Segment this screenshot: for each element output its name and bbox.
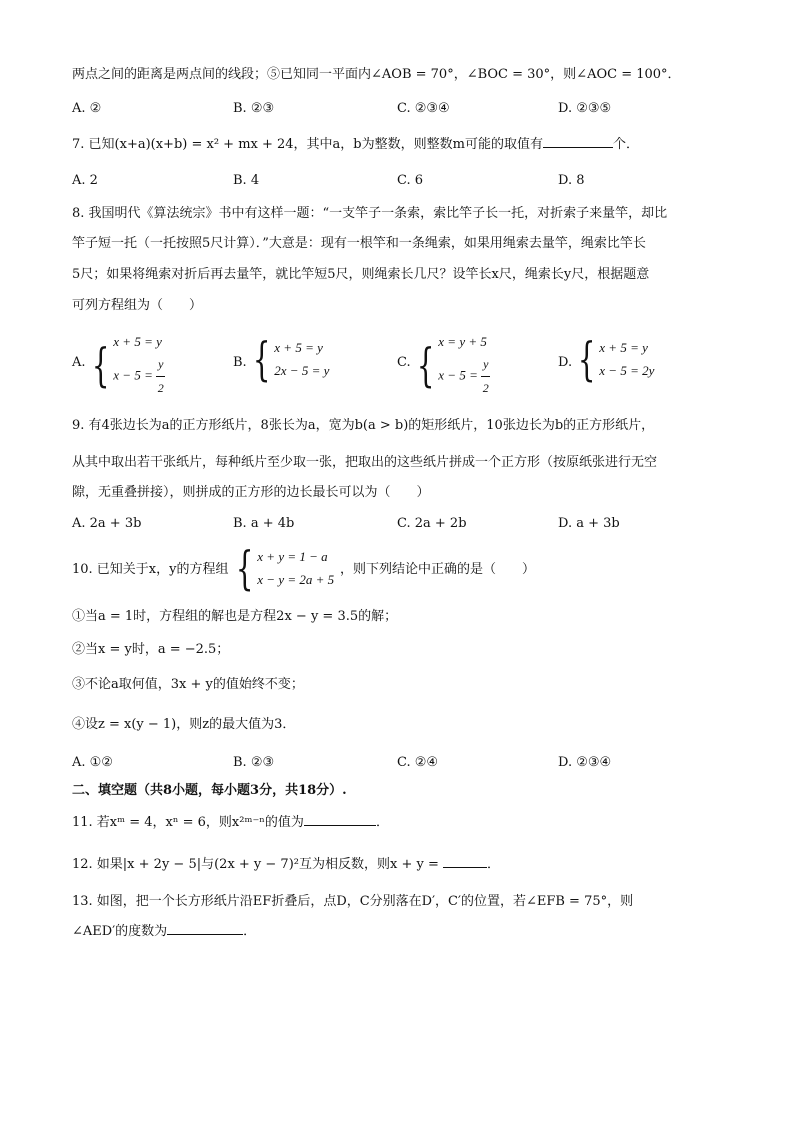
q13-line-1: 13. 如图，把一个长方形纸片沿EF折叠后，点D，C分别落在D′，C′的位置，若∠EFB = 75°，则 [72, 894, 634, 909]
q13-answer-blank [167, 934, 243, 935]
q8-line-3: 5尺；如果将绳索对折后再去量竿，就比竿短5尺，则绳索长几尺？设竿长x尺，绳索长y尺，根据题意 [72, 267, 650, 282]
brace-icon: { [577, 332, 596, 386]
q9-line-3: 隙，无重叠拼接），则拼成的正方形的边长最长可以为（ ） [72, 485, 430, 500]
q11-answer-blank [304, 825, 376, 826]
q8-option-c-system [411, 330, 490, 400]
q10-option-a: A. ①② [72, 755, 113, 770]
q7-answer-blank [543, 147, 613, 148]
q10-equation-system [230, 541, 335, 595]
q10-option-d: D. ②③④ [558, 755, 612, 770]
q8-b-eq2: 2x − 5 = y [274, 363, 330, 378]
q10-option-c: C. ②④ [397, 755, 439, 770]
q6-statement-tail: 两点之间的距离是两点间的线段；⑤已知同一平面内∠AOB = 70°，∠BOC = 30°，则∠AOC = 100°． [72, 67, 681, 82]
q8-line-1: 8. 我国明代《算法统宗》书中有这样一题：“一支竿子一条索，索比竿子长一托，对折索子来量竿，却比 [72, 206, 668, 221]
brace-icon: { [416, 338, 435, 392]
q9-option-b: B. a + 4b [233, 516, 295, 531]
q8-d-eq1: x + 5 = y [599, 340, 648, 355]
brace-icon: { [235, 541, 254, 595]
q8-option-d-label: D. [558, 355, 573, 370]
q9-option-c: C. 2a + 2b [397, 516, 467, 531]
section-2-heading: 二、填空题（共8小题，每小题3分，共18分）. [72, 783, 347, 798]
q8-option-a-label: A. [72, 355, 86, 370]
q12-answer-blank [443, 867, 487, 868]
q10-statement-3: ③不论a取何值，3x + y的值始终不变； [72, 677, 304, 692]
q10-eq2: x − y = 2a + 5 [257, 572, 335, 587]
q8-option-a-system [86, 330, 165, 400]
q7-stem-text: 7. 已知(x+a)(x+b) = x² + mx + 24，其中a，b为整数，则整数m可能的取值有 [72, 137, 543, 152]
q8-b-eq1: x + 5 = y [274, 340, 323, 355]
q10-stem-post: ，则下列结论中正确的是（ ） [340, 562, 536, 577]
q6-option-d: D. ②③⑤ [558, 101, 612, 116]
q12 [72, 856, 500, 874]
q9-option-a: A. 2a + 3b [72, 516, 142, 531]
q8-option-b-system [247, 332, 330, 386]
q10-option-b: B. ②③ [233, 755, 275, 770]
q8-a-eq1: x + 5 = y [113, 334, 162, 349]
q12-end: ． [487, 857, 501, 872]
brace-icon: { [252, 332, 271, 386]
q7-stem-end: 个． [612, 137, 639, 152]
q6-option-c: C. ②③④ [397, 101, 450, 116]
q13-end: ． [243, 924, 257, 939]
q7-stem [72, 136, 639, 154]
q8-c-eq2: x − 5 = $\frac{y}{2}$ [438, 353, 490, 400]
q6-option-a: A. ② [72, 101, 102, 116]
q8-line-4: 可列方程组为（ ） [72, 298, 203, 313]
q9-option-d: D. a + 3b [558, 516, 620, 531]
q8-option-d-system [572, 332, 655, 386]
q7-option-b: B. 4 [233, 173, 260, 188]
q12-stem: 12. 如果|x + 2y − 5|与(2x + y − 7)²互为相反数，则x + y = [72, 857, 439, 872]
q11 [72, 814, 389, 832]
q8-c-eq1: x = y + 5 [438, 334, 487, 349]
q8-d-eq2: x − 5 = 2y [599, 363, 655, 378]
q7-option-a: A. 2 [72, 173, 98, 188]
q10-statement-2: ②当x = y时，a = −2.5； [72, 642, 230, 657]
q10-statement-1: ①当a = 1时，方程组的解也是方程2x − y = 3.5的解； [72, 609, 398, 624]
q13-line-2 [72, 923, 256, 941]
q8-option-b-label: B. [233, 355, 247, 370]
q7-option-d: D. 8 [558, 173, 585, 188]
q13-line-2-text: ∠AED′的度数为 [72, 924, 168, 939]
q8-option-c-label: C. [397, 355, 411, 370]
q8-line-2: 竿子短一托（一托按照5尺计算）．”大意是：现有一根竿和一条绳索，如果用绳索去量竿，绳索比竿长 [72, 236, 646, 251]
q10-eq1: x + y = 1 − a [257, 549, 328, 564]
q8-a-eq2: x − 5 = $\frac{y}{2}$ [113, 353, 165, 400]
q7-option-c: C. 6 [397, 173, 424, 188]
q10-statement-4: ④设z = x(y − 1)，则z的最大值为3． [72, 717, 296, 732]
q9-line-2: 从其中取出若干张纸片，每种纸片至少取一张，把取出的这些纸片拼成一个正方形（按原纸张进行无空 [72, 455, 658, 470]
brace-icon: { [91, 338, 110, 392]
q10-stem-pre: 10. 已知关于x，y的方程组 [72, 562, 229, 577]
q9-line-1: 9. 有4张边长为a的正方形纸片，8张长为a，宽为b(a > b)的矩形纸片，10张边长为b的正方形纸片， [72, 418, 655, 433]
q11-end: ． [375, 815, 389, 830]
q11-stem: 11. 若xᵐ = 4，xⁿ = 6，则x²ᵐ⁻ⁿ的值为 [72, 815, 304, 830]
q6-option-b: B. ②③ [233, 101, 275, 116]
